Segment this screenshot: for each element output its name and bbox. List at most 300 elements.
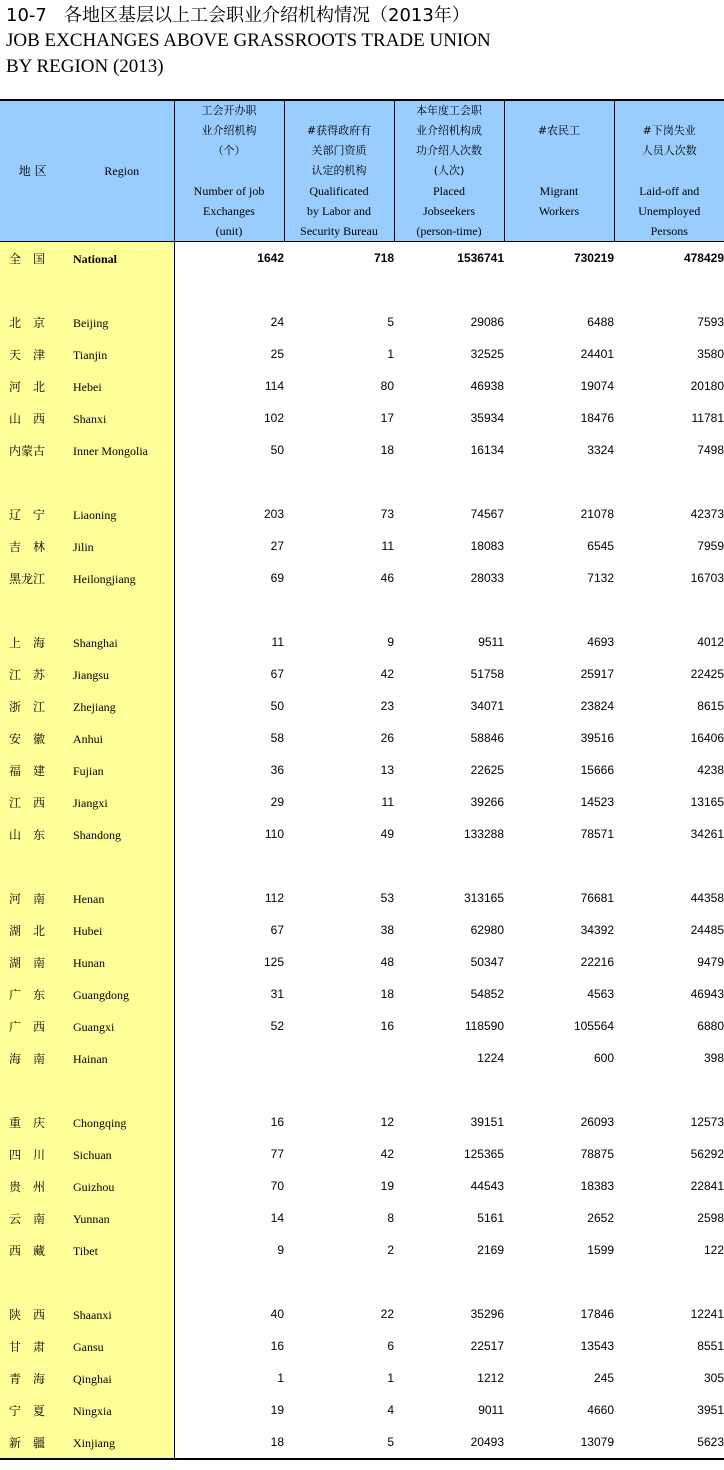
region-cell [0, 1170, 174, 1202]
placed-jobseekers-cell: 125365 [463, 1147, 504, 1161]
migrant-workers-cell: 14523 [580, 795, 614, 809]
region-name-en: Liaoning [73, 507, 117, 522]
job-exchanges-cell: 102 [263, 411, 284, 425]
region-name-cn: 全 国 [9, 251, 46, 266]
placed-jobseekers-cell: 9011 [478, 1403, 504, 1417]
migrant-workers-cell: 3324 [587, 443, 614, 457]
job-exchanges-cell: 67 [270, 667, 284, 681]
empty-cell [614, 594, 724, 626]
header-col1-en3: (unit) [215, 224, 243, 238]
table-row [0, 626, 724, 658]
qualified-cell: 718 [284, 242, 394, 275]
table-row [0, 562, 724, 594]
migrant-workers-cell: 6488 [587, 315, 614, 329]
placed-jobseekers-cell: 1536741 [394, 242, 504, 275]
table-row [0, 1234, 724, 1266]
laid-off-cell: 478429 [614, 242, 724, 275]
region-cell [0, 1298, 174, 1330]
region-name-cn: 江 西 [9, 795, 46, 810]
region-name-cn: 山 东 [9, 827, 46, 842]
job-exchanges-cell: 27 [270, 539, 284, 553]
laid-off-cell: 398 [703, 1051, 724, 1065]
empty-cell [284, 1266, 394, 1298]
region-name-en: Hunan [73, 955, 105, 970]
placed-jobseekers-cell: 16134 [470, 443, 504, 457]
migrant-workers-cell: 6545 [587, 539, 614, 553]
laid-off-cell: 3951 [697, 1403, 724, 1417]
job-exchanges-cell: 112 [264, 891, 284, 905]
table-row [0, 242, 724, 275]
empty-cell [394, 594, 504, 626]
migrant-workers-cell: 18476 [580, 411, 614, 425]
placed-jobseekers-cell: 22517 [470, 1339, 504, 1353]
region-cell [0, 722, 174, 754]
empty-cell [174, 594, 284, 626]
region-cell [0, 1202, 174, 1234]
region-cell [0, 658, 174, 690]
region-cell [0, 946, 174, 978]
region-name-en: Beijing [73, 315, 109, 330]
migrant-workers-cell: 24401 [580, 347, 614, 361]
region-cell [0, 1266, 174, 1298]
job-exchanges-cell: 52 [270, 1019, 284, 1033]
job-exchanges-cell: 114 [264, 379, 284, 393]
job-exchanges-cell [174, 1042, 284, 1074]
header-migrant-workers [504, 100, 614, 242]
table-title-english-line1: JOB EXCHANGES ABOVE GRASSROOTS TRADE UNION [6, 30, 491, 51]
empty-cell [614, 850, 724, 882]
header-col1-cn1: 工会开办职 [201, 104, 257, 117]
region-cell [0, 626, 174, 658]
placed-jobseekers-cell: 9511 [478, 635, 504, 649]
empty-cell [394, 274, 504, 306]
empty-cell [614, 466, 724, 498]
job-exchanges-cell: 31 [270, 987, 284, 1001]
laid-off-cell: 34261 [690, 827, 724, 841]
qualified-cell: 16 [380, 1019, 394, 1033]
region-cell [0, 498, 174, 530]
job-exchanges-cell: 25 [270, 347, 284, 361]
job-exchanges-cell: 67 [270, 923, 284, 937]
job-exchanges-cell: 77 [270, 1147, 284, 1161]
statistics-table [0, 99, 724, 1460]
table-row [0, 1170, 724, 1202]
header-col3-cn1: 本年度工会职 [416, 104, 482, 117]
region-cell [0, 530, 174, 562]
header-col1-en2: Exchanges [203, 204, 255, 218]
table-row [0, 370, 724, 402]
region-cell [0, 818, 174, 850]
region-name-en: Shanxi [73, 411, 107, 426]
region-name-cn: 浙 江 [9, 699, 46, 714]
migrant-workers-cell: 23824 [580, 699, 614, 713]
laid-off-cell: 12573 [690, 1115, 724, 1129]
qualified-cell: 42 [380, 1147, 394, 1161]
qualified-cell: 1 [387, 347, 394, 361]
table-row [0, 754, 724, 786]
region-name-cn: 广 西 [9, 1019, 46, 1034]
region-name-cn: 江 苏 [9, 667, 46, 682]
job-exchanges-cell: 58 [270, 731, 284, 745]
migrant-workers-cell: 17846 [580, 1307, 614, 1321]
table-row [0, 1010, 724, 1042]
region-cell [0, 754, 174, 786]
header-col5-en1: Laid-off and [639, 184, 700, 198]
table-row [0, 338, 724, 370]
empty-cell [394, 466, 504, 498]
placed-jobseekers-cell: 34071 [470, 699, 504, 713]
laid-off-cell: 305 [703, 1371, 724, 1385]
region-name-en: Gansu [73, 1339, 104, 1354]
header-col3-cn2: 业介绍机构成 [416, 124, 482, 137]
qualified-cell: 13 [380, 763, 394, 777]
placed-jobseekers-cell: 28033 [470, 571, 504, 585]
laid-off-cell: 122 [703, 1243, 724, 1257]
region-cell [0, 1394, 174, 1426]
region-name-cn: 安 徽 [9, 731, 46, 746]
table-row [0, 914, 724, 946]
region-name-en: Jiangsu [73, 667, 109, 682]
placed-jobseekers-cell: 1224 [477, 1051, 504, 1065]
migrant-workers-cell: 26093 [580, 1115, 614, 1129]
title-block [6, 4, 718, 80]
laid-off-cell: 16703 [690, 571, 724, 585]
region-name-cn: 新 疆 [9, 1435, 46, 1450]
placed-jobseekers-cell: 51758 [470, 667, 504, 681]
job-exchanges-cell: 19 [270, 1403, 284, 1417]
placed-jobseekers-cell: 29086 [470, 315, 504, 329]
migrant-workers-cell: 4660 [587, 1403, 614, 1417]
region-name-en: Sichuan [73, 1147, 112, 1162]
region-name-cn: 河 南 [9, 891, 46, 906]
empty-cell [504, 466, 614, 498]
qualified-cell: 4 [387, 1403, 394, 1417]
laid-off-cell: 56292 [690, 1147, 724, 1161]
placed-jobseekers-cell: 2169 [477, 1243, 504, 1257]
region-cell [0, 562, 174, 594]
header-col2-en1: Qualificated [309, 184, 369, 198]
region-cell [0, 850, 174, 882]
region-name-cn: 湖 北 [9, 923, 46, 938]
table-row [0, 1330, 724, 1362]
table-row [0, 530, 724, 562]
qualified-cell: 18 [380, 987, 394, 1001]
region-name-cn: 福 建 [9, 763, 46, 778]
region-cell [0, 466, 174, 498]
migrant-workers-cell: 39516 [580, 731, 614, 745]
empty-cell [284, 466, 394, 498]
region-name-en: Chongqing [73, 1115, 127, 1130]
migrant-workers-cell: 21078 [580, 507, 614, 521]
qualified-cell: 11 [381, 795, 394, 809]
region-name-en: Ningxia [73, 1403, 112, 1418]
job-exchanges-cell: 50 [270, 443, 284, 457]
region-cell [0, 978, 174, 1010]
migrant-workers-cell: 1599 [587, 1243, 614, 1257]
spacer-row [0, 850, 724, 882]
migrant-workers-cell: 76681 [580, 891, 614, 905]
region-cell [0, 690, 174, 722]
region-name-cn: 广 东 [9, 987, 46, 1002]
table-row [0, 1138, 724, 1170]
laid-off-cell: 9479 [697, 955, 724, 969]
migrant-workers-cell: 13079 [504, 1426, 614, 1459]
title-chinese-text: 各地区基层以上工会职业介绍机构情况（2013年） [64, 5, 470, 26]
laid-off-cell: 11781 [691, 411, 724, 425]
laid-off-cell: 44358 [690, 891, 724, 905]
empty-cell [614, 1266, 724, 1298]
region-cell [0, 1330, 174, 1362]
laid-off-cell: 12241 [690, 1307, 724, 1321]
region-name-cn: 内蒙古 [9, 443, 46, 458]
laid-off-cell: 4238 [697, 763, 724, 777]
header-col4-en2: Workers [538, 204, 580, 218]
region-name-en: Zhejiang [73, 699, 116, 714]
table-row [0, 434, 724, 466]
region-name-cn: 上 海 [9, 635, 46, 650]
placed-jobseekers-cell: 44543 [470, 1179, 504, 1193]
laid-off-cell: 42373 [690, 507, 724, 521]
table-row [0, 786, 724, 818]
qualified-cell: 5 [284, 1426, 394, 1459]
region-name-en: National [73, 251, 118, 266]
header-col2-cn3: 认定的机构 [311, 164, 367, 177]
qualified-cell: 26 [380, 731, 394, 745]
job-exchanges-cell: 14 [270, 1211, 284, 1225]
region-cell [0, 1074, 174, 1106]
laid-off-cell: 7498 [697, 443, 724, 457]
table-row [0, 1298, 724, 1330]
empty-cell [394, 1266, 504, 1298]
region-name-en: Jiangxi [73, 795, 108, 810]
laid-off-cell: 24485 [690, 923, 724, 937]
empty-cell [284, 594, 394, 626]
header-col5-cn1: #下岗失业 [642, 124, 696, 137]
job-exchanges-cell: 40 [270, 1307, 284, 1321]
migrant-workers-cell: 78571 [580, 827, 614, 841]
region-name-cn: 吉 林 [9, 539, 46, 554]
region-name-cn: 河 北 [9, 379, 46, 394]
empty-cell [504, 1266, 614, 1298]
header-col5-cn2: 人员人次数 [641, 144, 697, 157]
table-row [0, 722, 724, 754]
region-cell [0, 1010, 174, 1042]
migrant-workers-cell: 600 [593, 1051, 614, 1065]
placed-jobseekers-cell: 46938 [470, 379, 504, 393]
table-row [0, 1394, 724, 1426]
migrant-workers-cell: 2652 [587, 1211, 614, 1225]
empty-cell [174, 274, 284, 306]
laid-off-cell: 6880 [697, 1019, 724, 1033]
region-name-cn: 西 藏 [9, 1243, 46, 1258]
region-cell [0, 370, 174, 402]
table-row [0, 1426, 724, 1459]
qualified-cell: 80 [380, 379, 394, 393]
placed-jobseekers-cell: 18083 [470, 539, 504, 553]
region-cell [0, 1234, 174, 1266]
empty-cell [284, 1074, 394, 1106]
laid-off-cell: 8551 [697, 1339, 724, 1353]
table-row [0, 690, 724, 722]
placed-jobseekers-cell: 118590 [464, 1019, 504, 1033]
empty-cell [174, 466, 284, 498]
spacer-row [0, 274, 724, 306]
qualified-cell: 22 [380, 1307, 394, 1321]
laid-off-cell: 5623 [614, 1426, 724, 1459]
region-cell [0, 882, 174, 914]
table-row [0, 882, 724, 914]
placed-jobseekers-cell: 35296 [470, 1307, 504, 1321]
laid-off-cell: 3580 [697, 347, 724, 361]
qualified-cell: 11 [381, 539, 394, 553]
header-job-exchanges [174, 100, 284, 242]
header-col5-en2: Unemployed [638, 204, 701, 218]
qualified-cell: 38 [380, 923, 394, 937]
header-col3-en2: Jobseekers [423, 204, 475, 218]
header-col2-cn2: 关部门资质 [311, 144, 367, 157]
laid-off-cell: 13165 [690, 795, 724, 809]
header-placed-jobseekers [394, 100, 504, 242]
spacer-row [0, 1074, 724, 1106]
table-title-chinese [6, 4, 718, 28]
job-exchanges-cell: 9 [277, 1243, 284, 1257]
job-exchanges-cell: 69 [270, 571, 284, 585]
spacer-row [0, 466, 724, 498]
laid-off-cell: 46943 [690, 987, 724, 1001]
migrant-workers-cell: 18383 [580, 1179, 614, 1193]
table-header [0, 100, 724, 242]
qualified-cell: 73 [380, 507, 394, 521]
header-col4-cn1: #农民工 [537, 124, 581, 137]
header-col4-en1: Migrant [539, 184, 579, 198]
placed-jobseekers-cell: 50347 [470, 955, 504, 969]
header-col1-en1: Number of job [193, 184, 265, 198]
table-number: 10-7 [6, 5, 47, 26]
qualified-cell: 18 [380, 443, 394, 457]
migrant-workers-cell: 25917 [580, 667, 614, 681]
empty-cell [284, 850, 394, 882]
table-row [0, 1202, 724, 1234]
region-name-cn: 陕 西 [9, 1307, 46, 1322]
laid-off-cell: 16406 [690, 731, 724, 745]
region-name-en: Shanghai [73, 635, 118, 650]
migrant-workers-cell: 34392 [580, 923, 614, 937]
region-name-cn: 云 南 [9, 1211, 46, 1226]
region-name-cn: 贵 州 [9, 1179, 46, 1194]
qualified-cell: 23 [380, 699, 394, 713]
laid-off-cell: 20180 [690, 379, 724, 393]
empty-cell [504, 1074, 614, 1106]
job-exchanges-cell: 24 [270, 315, 284, 329]
region-cell [0, 1042, 174, 1074]
header-region-cn: 地 区 [18, 164, 47, 178]
job-exchanges-cell: 16 [270, 1115, 284, 1129]
header-col3-cn4: (人次) [433, 164, 465, 177]
header-col3-cn3: 功介绍人次数 [416, 144, 482, 157]
migrant-workers-cell: 13543 [580, 1339, 614, 1353]
laid-off-cell: 22841 [690, 1179, 724, 1193]
migrant-workers-cell: 245 [593, 1371, 614, 1385]
empty-cell [394, 850, 504, 882]
spacer-row [0, 594, 724, 626]
placed-jobseekers-cell: 313165 [463, 891, 504, 905]
table-body [0, 242, 724, 1460]
qualified-cell [284, 1042, 394, 1074]
region-name-cn: 辽 宁 [9, 507, 46, 522]
placed-jobseekers-cell: 1212 [477, 1371, 504, 1385]
qualified-cell: 5 [387, 315, 394, 329]
placed-jobseekers-cell: 58846 [470, 731, 504, 745]
table-row [0, 1042, 724, 1074]
placed-jobseekers-cell: 62980 [470, 923, 504, 937]
region-name-en: Anhui [73, 731, 103, 746]
header-qualified [284, 100, 394, 242]
header-col2-en2: by Labor and [307, 204, 371, 218]
empty-cell [504, 850, 614, 882]
header-col1-cn2: 业介绍机构 [201, 124, 257, 137]
laid-off-cell: 4012 [697, 635, 724, 649]
region-name-en: Shaanxi [73, 1307, 112, 1322]
table-row [0, 402, 724, 434]
header-col3-en3: (person-time) [416, 224, 482, 238]
empty-cell [174, 850, 284, 882]
empty-cell [504, 274, 614, 306]
laid-off-cell: 2598 [697, 1211, 724, 1225]
region-name-en: Henan [73, 891, 105, 906]
region-name-en: Hainan [73, 1051, 108, 1066]
qualified-cell: 8 [387, 1211, 394, 1225]
header-col3-en1: Placed [433, 184, 465, 198]
table-row [0, 818, 724, 850]
region-name-en: Heilongjiang [73, 571, 136, 586]
placed-jobseekers-cell: 22625 [470, 763, 504, 777]
qualified-cell: 12 [380, 1115, 394, 1129]
migrant-workers-cell: 730219 [504, 242, 614, 275]
header-region [0, 100, 174, 242]
placed-jobseekers-cell: 74567 [470, 507, 504, 521]
job-exchanges-cell: 1 [277, 1371, 284, 1385]
migrant-workers-cell: 4563 [587, 987, 614, 1001]
header-col2-cn1: #获得政府有 [306, 124, 372, 137]
region-cell [0, 306, 174, 338]
empty-cell [284, 274, 394, 306]
placed-jobseekers-cell: 20493 [394, 1426, 504, 1459]
placed-jobseekers-cell: 5161 [477, 1211, 504, 1225]
job-exchanges-cell: 125 [263, 955, 284, 969]
region-cell [0, 1138, 174, 1170]
region-name-cn: 天 津 [9, 347, 46, 362]
table-row [0, 1362, 724, 1394]
job-exchanges-cell: 11 [271, 635, 284, 649]
placed-jobseekers-cell: 133288 [463, 827, 504, 841]
region-cell [0, 274, 174, 306]
table-row [0, 978, 724, 1010]
qualified-cell: 2 [387, 1243, 394, 1257]
qualified-cell: 42 [380, 667, 394, 681]
qualified-cell: 6 [387, 1339, 394, 1353]
region-name-cn: 湖 南 [9, 955, 46, 970]
region-name-cn: 甘 肃 [9, 1339, 46, 1354]
region-name-en: Tianjin [73, 347, 108, 362]
qualified-cell: 19 [380, 1179, 394, 1193]
table-row [0, 498, 724, 530]
region-name-en: Qinghai [73, 1371, 112, 1386]
laid-off-cell: 7959 [697, 539, 724, 553]
qualified-cell: 49 [380, 827, 394, 841]
placed-jobseekers-cell: 39266 [470, 795, 504, 809]
empty-cell [394, 1074, 504, 1106]
migrant-workers-cell: 22216 [580, 955, 614, 969]
